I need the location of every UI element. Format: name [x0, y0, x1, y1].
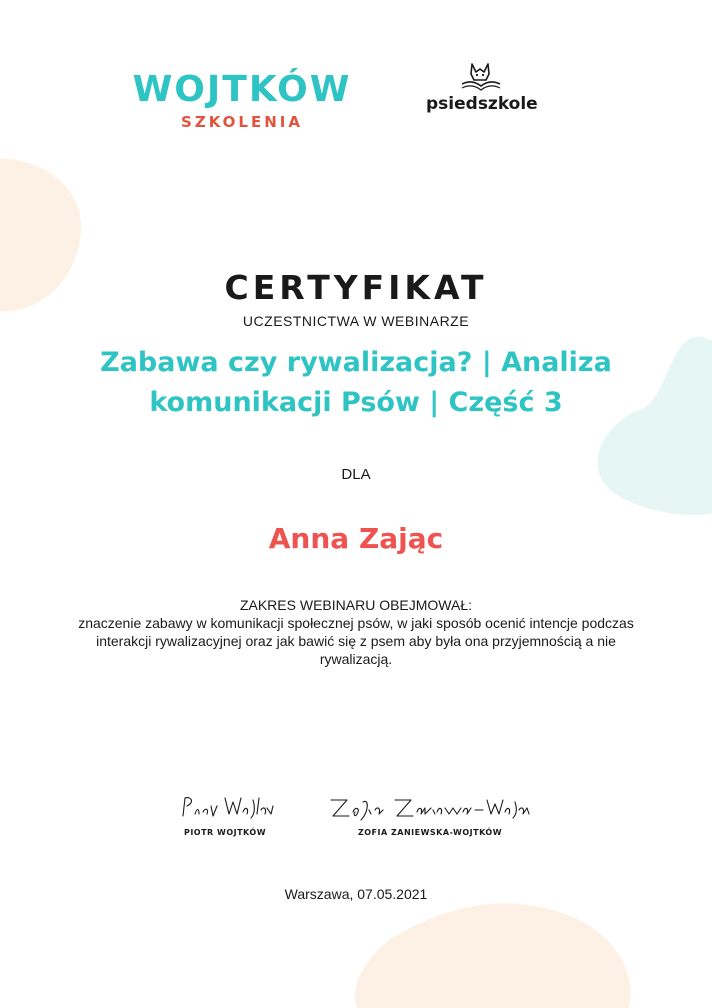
scope-heading: ZAKRES WEBINARU OBEJMOWAŁ: [239, 597, 473, 613]
signatory-name-piotr: PIOTR WOJTKÓW [183, 828, 267, 837]
logo-wojtkow-text: WOJTKÓW [132, 69, 352, 110]
for-label: DLA [341, 466, 371, 483]
scope-text: znaczenie zabawy w komunikacji społecznej psów, w jaki sposób ocenić intencje podczas interakcji rywalizacyjnej oraz jak bawić się z psem aby była ona przyjemnością a nie rywalizacją. [78, 615, 634, 667]
logo-psiedszkole-text: psiedszkole [426, 94, 538, 114]
signatory-name-zofia: ZOFIA ZANIEWSKA-WOJTKÓW [357, 828, 503, 837]
psiedszkole-logo [426, 60, 536, 114]
handwritten-signature-zofia [325, 792, 535, 822]
certificate-title: CERTYFIKAT [224, 268, 488, 307]
wojtkow-szkolenia-logo [126, 70, 358, 132]
signature-block-piotr [160, 792, 290, 837]
handwritten-signature-piotr [175, 792, 275, 822]
webinar-scope [60, 596, 652, 668]
recipient-name: Anna Zając [268, 522, 444, 555]
dog-book-icon [456, 60, 506, 92]
certificate-subtitle: UCZESTNICTWA W WEBINARZE [242, 313, 470, 329]
logo-szkolenia-text: SZKOLENIA [181, 113, 303, 131]
webinar-title: Zabawa czy rywalizacja? | Analiza komunikacji Psów | Część 3 [100, 347, 612, 418]
signature-block-zofia [310, 792, 550, 837]
place-and-date: Warszawa, 07.05.2021 [284, 886, 428, 902]
decorative-blob-bottom [340, 895, 640, 1008]
